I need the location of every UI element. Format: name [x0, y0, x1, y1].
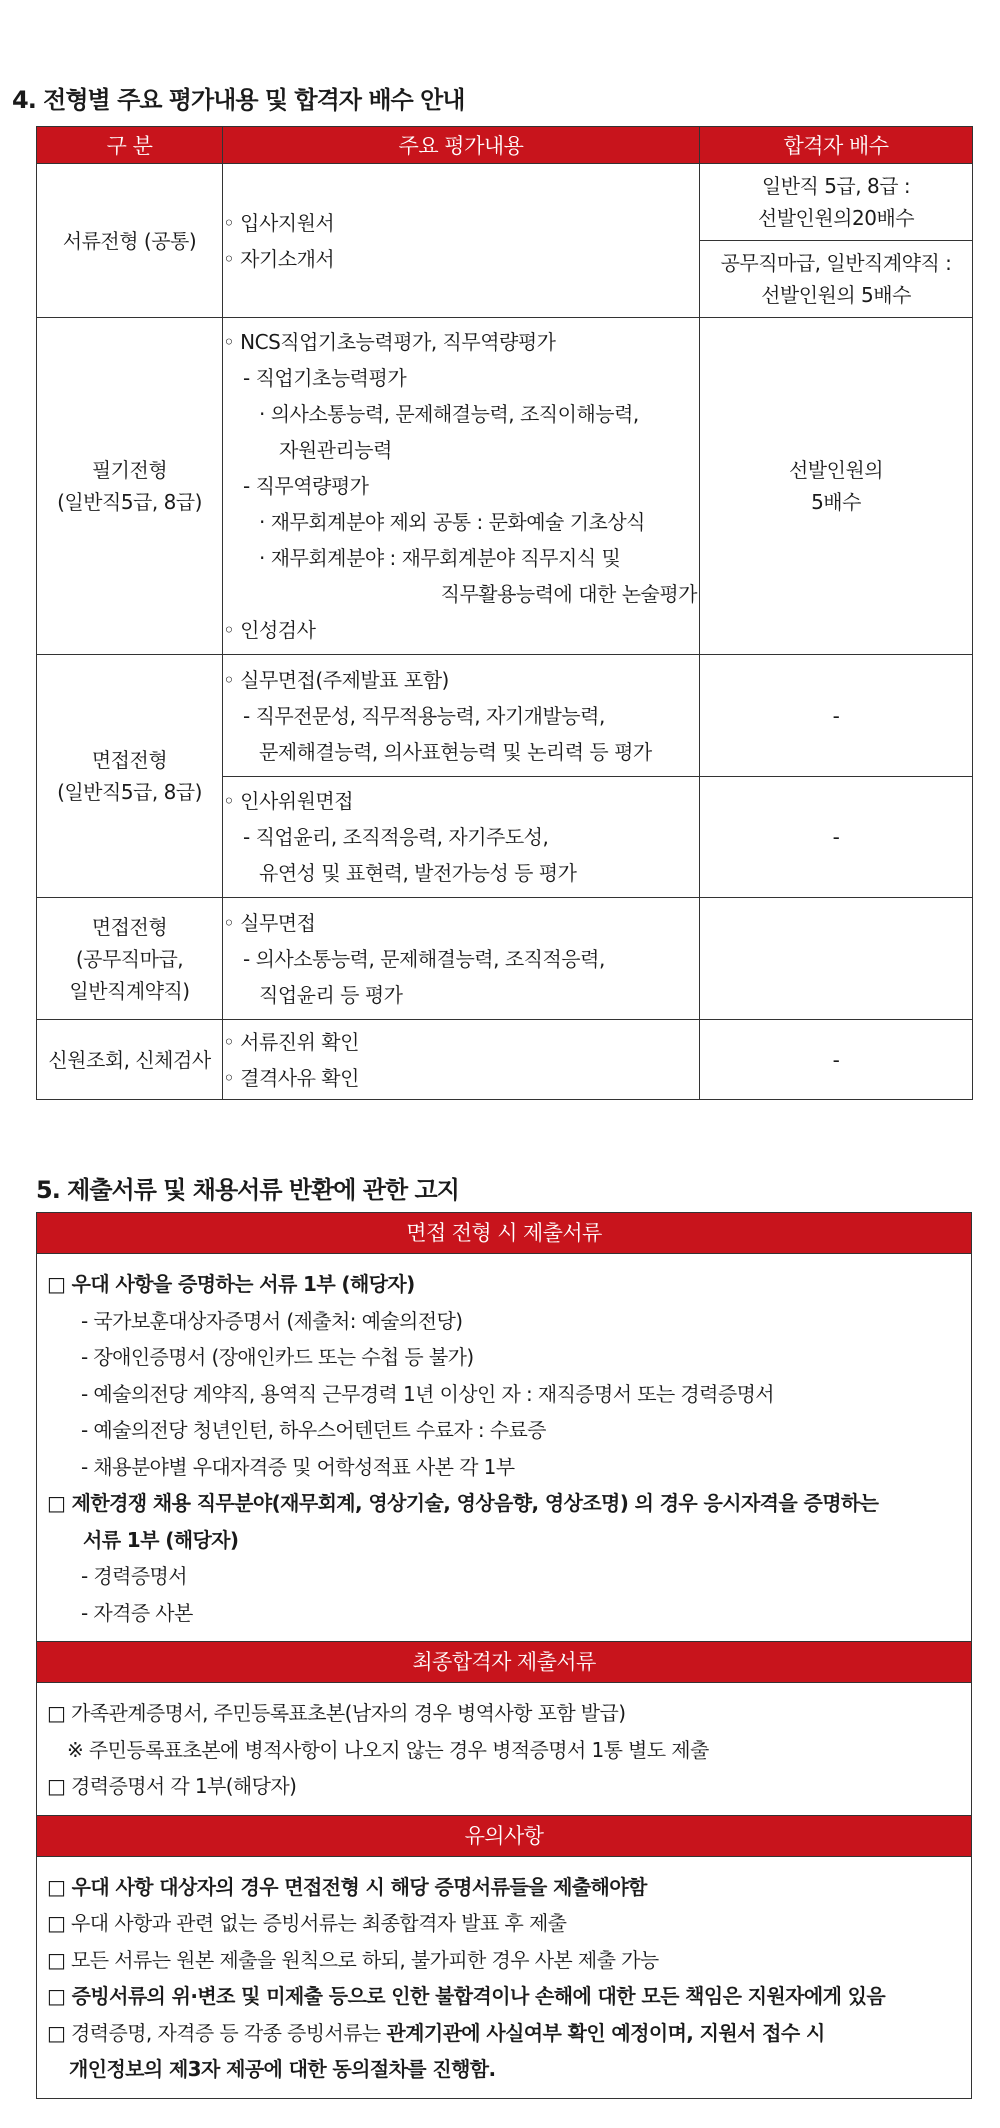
- table-row-interview1-a: [37, 655, 973, 777]
- multiple-text: 5배수: [811, 490, 861, 514]
- content-line: · 재무회계분야 제외 공통 : 문화예술 기초상식: [259, 510, 645, 534]
- header-content: 주요 평가내용: [223, 127, 700, 164]
- doc-item-title-cont: 서류 1부 (해당자): [83, 1527, 239, 1552]
- check-category: 신원조회, 신체검사: [37, 1020, 223, 1100]
- note-line: □ 우대 사항과 관련 없는 증빙서류는 최종합격자 발표 후 제출: [47, 1911, 567, 1935]
- table-row-check: [37, 1020, 973, 1100]
- content-line: · 의사소통능력, 문제해결능력, 조직이해능력,: [259, 402, 639, 426]
- multiple-text: 선발인원의 5배수: [761, 283, 911, 307]
- doc-items: [223, 164, 700, 318]
- final-doc-line: □ 가족관계증명서, 주민등록표초본(남자의 경우 병역사항 포함 발급): [47, 1701, 626, 1725]
- table-row-interview2: [37, 898, 973, 1020]
- note-line: □ 증빙서류의 위·변조 및 미제출 등으로 인한 불합격이나 손해에 대한 모든 책임은 지원자에게 있음: [47, 1984, 886, 2008]
- interview2-multiple: [700, 898, 973, 1020]
- interview2-category: [37, 898, 223, 1020]
- content-line: ◦ 결격사유 확인: [223, 1065, 359, 1090]
- notes-block: [37, 1857, 971, 2098]
- content-line: 직업윤리 등 평가: [259, 982, 403, 1007]
- doc-sub-item: - 장애인증명서 (장애인카드 또는 수첩 등 불가): [81, 1345, 474, 1369]
- multiple-text: 선발인원의20배수: [757, 206, 915, 230]
- interview1-multiple-a: -: [700, 655, 973, 777]
- final-docs-header: 최종합격자 제출서류: [37, 1641, 971, 1683]
- category-text: 일반직계약직): [69, 978, 190, 1003]
- doc-category: 서류전형 (공통): [37, 164, 223, 318]
- doc-multiple-a: [700, 164, 973, 241]
- interview-docs-header: 면접 전형 시 제출서류: [37, 1213, 971, 1254]
- table-row-written: [37, 318, 973, 655]
- category-text: (일반직5급, 8급): [57, 490, 202, 514]
- check-multiple: -: [700, 1020, 973, 1100]
- content-line: ◦ 실무면접(주제발표 포함): [223, 667, 449, 692]
- content-line: - 의사소통능력, 문제해결능력, 조직적응력,: [243, 946, 605, 971]
- evaluation-table: [36, 126, 973, 1100]
- table-header-row: [37, 127, 973, 164]
- check-content: [223, 1020, 700, 1100]
- interview1-category: [37, 655, 223, 898]
- multiple-text: 공무직마급, 일반직계약직 :: [720, 251, 952, 275]
- documents-box: [36, 1212, 972, 2099]
- content-line: ◦ 인성검사: [223, 618, 316, 642]
- category-text: (일반직5급, 8급): [57, 780, 202, 804]
- written-multiple: [700, 318, 973, 655]
- doc-sub-item: - 경력증명서: [81, 1564, 187, 1588]
- section5-title: 5. 제출서류 및 채용서류 반환에 관한 고지: [36, 1176, 459, 1204]
- note-line: □ 모든 서류는 원본 제출을 원칙으로 하되, 불가피한 경우 사본 제출 가능: [47, 1947, 659, 1972]
- category-text: 면접전형: [91, 748, 168, 772]
- interview1-content-a: [223, 655, 700, 777]
- content-line: · 재무회계분야 : 재무회계분야 직무지식 및: [259, 546, 621, 570]
- note-text: □ 경력증명, 자격증 등 각종 증빙서류는: [47, 2020, 387, 2045]
- doc-item-title: □ 우대 사항을 증명하는 서류 1부 (해당자): [47, 1272, 415, 1296]
- category-text: 면접전형: [91, 914, 168, 939]
- interview1-content-b: [223, 777, 700, 898]
- category-text: (공무직마급,: [75, 946, 184, 971]
- note-line: [47, 2015, 961, 2052]
- content-line: 직무활용능력에 대한 논술평가: [440, 582, 697, 606]
- interview1-multiple-b: -: [700, 777, 973, 898]
- table-row-doc-a: [37, 164, 973, 241]
- final-docs-block: [37, 1683, 971, 1815]
- interview2-content: [223, 898, 700, 1020]
- doc-sub-item: - 국가보훈대상자증명서 (제출처: 예술의전당): [81, 1308, 463, 1333]
- doc-sub-item: - 예술의전당 계약직, 용역직 근무경력 1년 이상인 자 : 재직증명서 또는 경력증명서: [81, 1381, 775, 1406]
- written-category: [37, 318, 223, 655]
- content-line: 자원관리능력: [279, 438, 392, 462]
- content-line: - 직업윤리, 조직적응력, 자기주도성,: [243, 825, 549, 849]
- doc-sub-item: - 자격증 사본: [81, 1600, 193, 1625]
- category-text: 필기전형: [91, 458, 168, 482]
- content-line: 유연성 및 표현력, 발전가능성 등 평가: [259, 861, 577, 885]
- doc-sub-item: - 채용분야별 우대자격증 및 어학성적표 사본 각 1부: [81, 1454, 515, 1479]
- final-doc-note: ※ 주민등록표초본에 병적사항이 나오지 않는 경우 병적증명서 1통 별도 제출: [67, 1737, 709, 1762]
- header-category: 구 분: [37, 127, 223, 164]
- doc-item: ◦ 자기소개서: [223, 246, 335, 271]
- interview-docs-block: [37, 1254, 971, 1641]
- note-line: □ 우대 사항 대상자의 경우 면접전형 시 해당 증명서류들을 제출해야함: [47, 1874, 647, 1899]
- multiple-text: 일반직 5급, 8급 :: [761, 174, 911, 198]
- section4-title: 4. 전형별 주요 평가내용 및 합격자 배수 안내: [12, 86, 465, 114]
- content-line: ◦ NCS직업기초능력평가, 직무역량평가: [223, 330, 556, 354]
- multiple-text: 선발인원의: [788, 458, 884, 482]
- content-line: ◦ 인사위원면접: [223, 789, 354, 813]
- note-line-cont: 개인정보의 제3자 제공에 대한 동의절차를 진행함.: [69, 2057, 496, 2081]
- doc-multiple-b: [700, 241, 973, 318]
- content-line: 문제해결능력, 의사표현능력 및 논리력 등 평가: [259, 739, 652, 764]
- doc-item-title: □ 제한경쟁 채용 직무분야(재무회계, 영상기술, 영상음향, 영상조명) 의 경우 응시자격을 증명하는: [47, 1491, 879, 1515]
- content-line: ◦ 서류진위 확인: [223, 1029, 359, 1054]
- header-multiple: 합격자 배수: [700, 127, 973, 164]
- written-content: [223, 318, 700, 655]
- doc-sub-item: - 예술의전당 청년인턴, 하우스어텐던트 수료자 : 수료증: [81, 1418, 546, 1442]
- content-line: - 직업기초능력평가: [243, 366, 407, 390]
- note-text-bold: 관계기관에 사실여부 확인 예정이며, 지원서 접수 시: [386, 2020, 825, 2045]
- content-line: - 직무전문성, 직무적용능력, 자기개발능력,: [243, 703, 605, 728]
- doc-item: ◦ 입사지원서: [223, 210, 335, 235]
- notes-header: 유의사항: [37, 1815, 971, 1857]
- content-line: - 직무역량평가: [243, 474, 369, 498]
- content-line: ◦ 실무면접: [223, 910, 316, 935]
- final-doc-line: □ 경력증명서 각 1부(해당자): [47, 1774, 297, 1798]
